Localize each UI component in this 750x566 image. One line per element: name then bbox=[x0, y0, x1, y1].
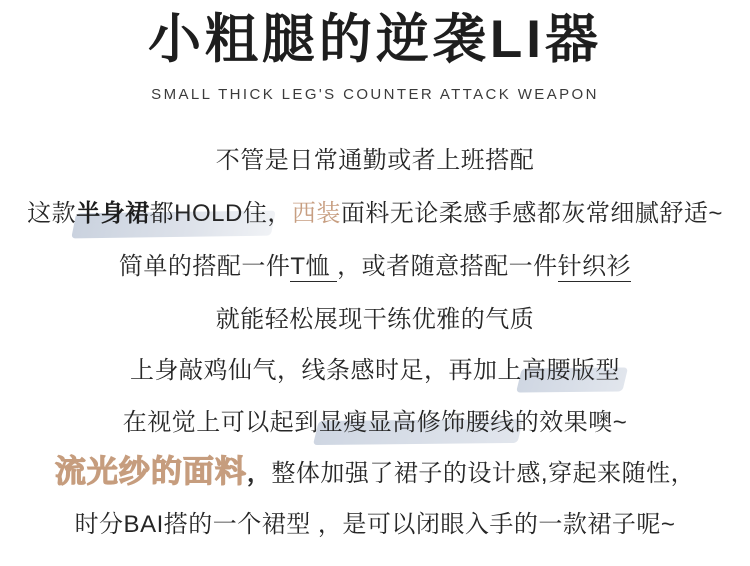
line2-comma: ， bbox=[267, 200, 292, 227]
body-line-6 bbox=[0, 406, 750, 440]
highlighted-slimming-phrase: 显瘦显高修饰腰线 bbox=[319, 406, 515, 440]
line6-post: 的效果噢~ bbox=[514, 409, 628, 436]
line2-post: 面料无论柔感手感都灰常细腻舒适~ bbox=[340, 200, 723, 227]
body-line-8-text: 时分BAI搭的一个裙型 ，是可以闭眼入手的一款裙子呢~ bbox=[74, 511, 676, 538]
body-line-1 bbox=[0, 144, 750, 178]
line2-hold: 都HOLD住 bbox=[149, 200, 268, 227]
page-subtitle: SMALL THICK LEG'S COUNTER ATTACK WEAPON bbox=[151, 86, 599, 103]
line5-pre: 上身敲鸡仙气，线条感时足，再加上 bbox=[130, 357, 522, 384]
line3-underline-tshirt: T恤 bbox=[290, 253, 338, 280]
line7-accent-fabric: 流光纱的面料 bbox=[54, 454, 247, 489]
line2-accent-suit: 西装 bbox=[291, 200, 341, 227]
body-line-5 bbox=[0, 354, 750, 388]
page-title: 小粗腿的逆袭LI器 bbox=[147, 10, 603, 69]
line7-post: 整体加强了裙子的设计感,穿起来随性， bbox=[271, 460, 696, 487]
line3-mid: ，或者随意搭配一件 bbox=[337, 253, 558, 280]
body-line-2 bbox=[0, 197, 750, 231]
body-line-4-text: 就能轻松展现干练优雅的气质 bbox=[215, 306, 535, 333]
highlighted-high-waist: 高腰版型 bbox=[522, 354, 620, 388]
line3-pre: 简单的搭配一件 bbox=[118, 253, 291, 280]
line3-underline-knitwear: 针织衫 bbox=[557, 253, 632, 280]
line7-comma: ， bbox=[246, 460, 272, 487]
body-line-1-text: 不管是日常通勤或者上班搭配 bbox=[215, 147, 535, 174]
highlighted-skirt-phrase bbox=[76, 197, 267, 231]
line2-pre: 这款 bbox=[27, 200, 77, 227]
line2-bold-skirt: 半身裙 bbox=[76, 200, 150, 227]
body-line-7 bbox=[0, 455, 750, 491]
body-line-3 bbox=[0, 250, 750, 284]
body-line-8 bbox=[0, 508, 750, 542]
line6-pre: 在视觉上可以起到 bbox=[122, 409, 319, 436]
body-line-4 bbox=[0, 303, 750, 337]
